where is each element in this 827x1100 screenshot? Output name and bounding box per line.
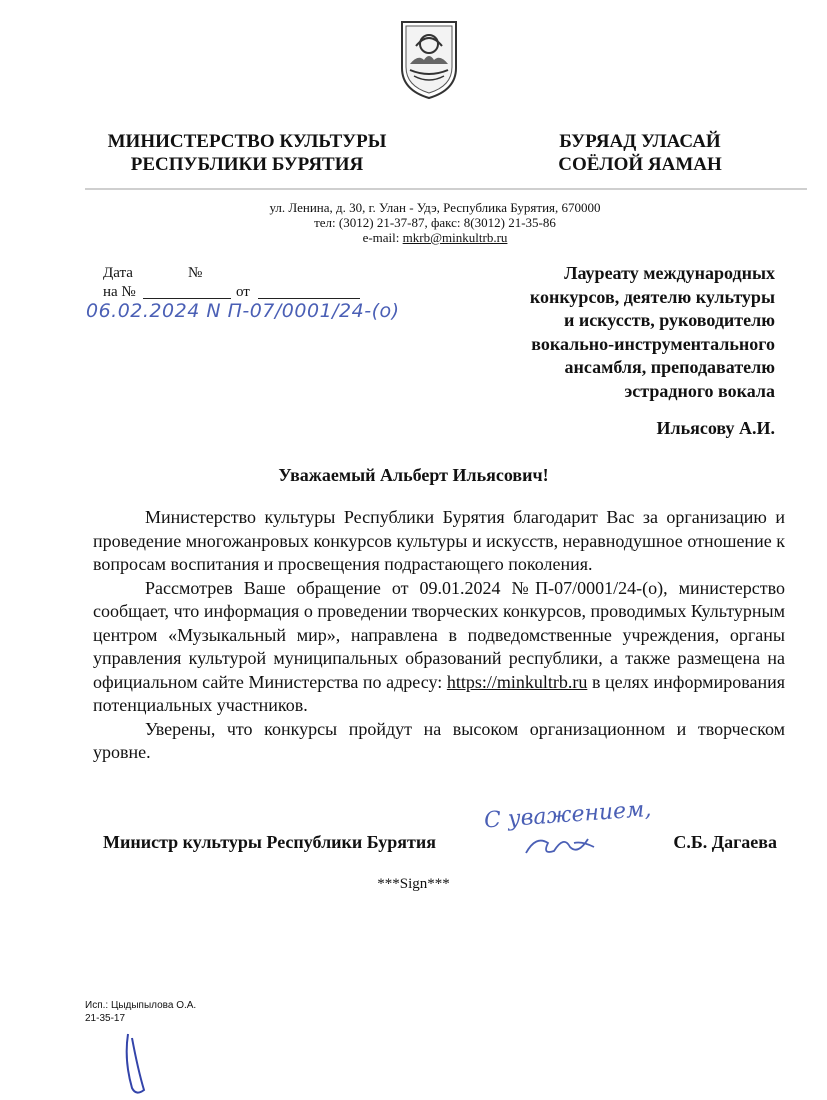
body-paragraph-1: Министерство культуры Республики Бурятия благодарит Вас за организацию и проведение многожанровых конкурсов культуры и искусств, неравнодушное отношение к вопросам воспитания и просвещения подрастающего поколения. [93,507,785,574]
email-link[interactable]: mkrb@minkultrb.ru [402,230,508,245]
executor-name: Исп.: Цыдыпылова О.А. [85,1000,197,1011]
handwritten-regards: С уважением, [483,796,653,834]
sign-placeholder: ***Sign*** [377,876,450,892]
addressee-line: Лауреату международных [564,263,775,283]
org-name-bua-line1: БУРЯАД УЛАСАЙ [559,131,721,152]
addressee-line: и искусств, руководителю [563,310,775,330]
reference-label: на № [103,284,136,300]
org-name-ru-line2: РЕСПУБЛИКИ БУРЯТИЯ [130,154,364,175]
salutation: Уважаемый Альберт Ильясович! [278,465,549,485]
contact-block [200,200,670,245]
org-name-ru-line1: МИНИСТЕРСТВО КУЛЬТУРЫ [107,131,387,152]
executor-phone: 21-35-17 [85,1013,126,1024]
org-name-bua-line2: СОЁЛОЙ ЯАМАН [558,154,722,175]
date-label: Дата [103,265,133,281]
executor-info [85,999,196,1025]
email-label: e-mail: [362,230,400,245]
addressee-line: эстрадного вокала [624,380,775,401]
org-name-russian [82,130,412,176]
number-label: № [188,265,203,281]
website-link[interactable]: https://minkultrb.ru [446,671,588,692]
org-name-buryat [520,130,760,176]
phone-line: тел: (3012) 21-37-87, факс: 8(3012) 21-35-86 [314,215,556,230]
addressee-line: конкурсов, деятелю культуры [529,286,775,307]
body-p2-text: Рассмотрев Ваше обращение от 09.01.2024 №П-07/0001/24-(о), министерство сообщает, что информация о проведении творческих конкурсов, проводимых Культурным центром «Музыкальный мир», направлена в подведомственные учреждения, органы управления культурой муниципальных образований республики, а также размещена на официальном сайте Министерства по адресу: [93,577,785,692]
pen-stroke-mark [118,1030,158,1100]
letter-body [93,506,785,765]
addressee-line: вокально-инструментального [531,333,775,354]
email-line [200,230,670,245]
signer-title: Министр культуры Республики Бурятия [103,832,436,852]
republic-emblem-icon [398,18,460,100]
reference-number-line [143,298,231,299]
addressee-block [445,262,775,403]
reference-date-line [258,298,360,299]
body-paragraph-2 [93,577,785,718]
handwritten-signature [478,795,698,865]
recipient-name: Ильясову А.И. [656,418,775,438]
address-line: ул. Ленина, д. 30, г. Улан - Удэ, Республика Бурятия, 670000 [269,200,601,215]
signer-name: С.Б. Дагаева [673,832,777,852]
body-p2-tail: в целях информирования потенциальных участников. [93,671,786,715]
header-divider [85,188,807,190]
body-paragraph-3: Уверены, что конкурсы пройдут на высоком организационном и творческом уровне. [93,718,785,762]
from-label: от [236,284,250,300]
handwritten-registration: 06.02.2024 N П-07/0001/24-(о) [86,300,400,322]
addressee-line: ансамбля, преподавателю [564,357,775,377]
